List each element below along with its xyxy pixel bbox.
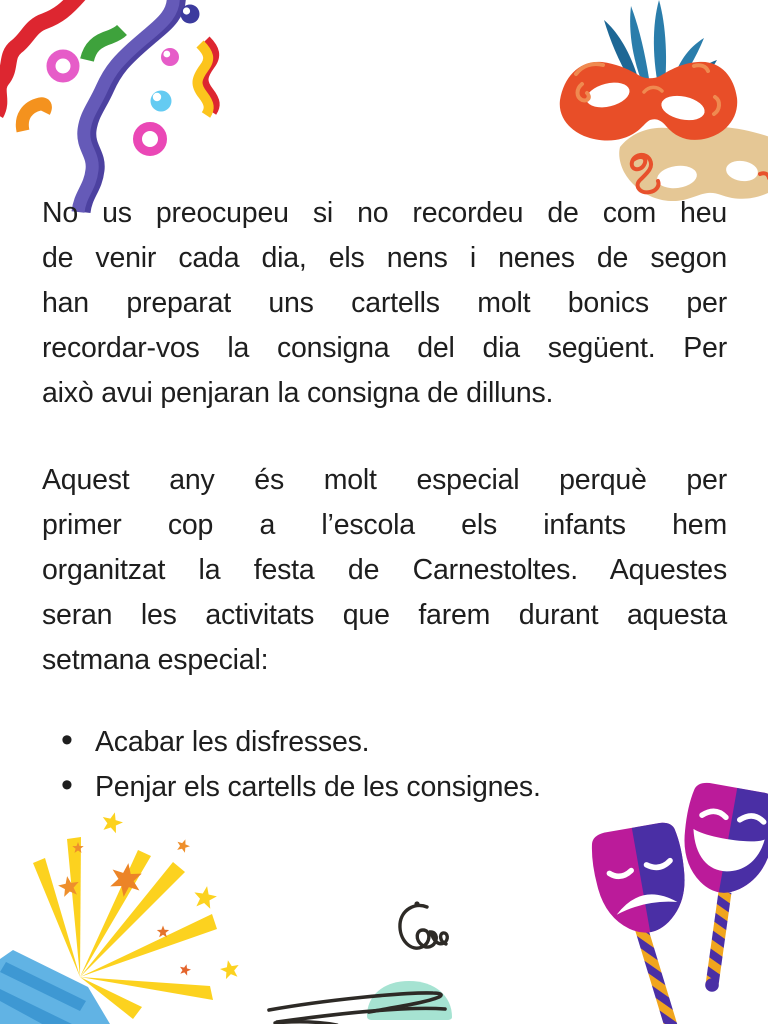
paragraph-special-year xyxy=(42,458,727,683)
text-line: això avui penjaran la consigna de dilluns. xyxy=(42,377,554,409)
text-line: organitzat la festa de Carnestoltes. Aquestes xyxy=(42,554,727,586)
carnival-masks-icon xyxy=(518,0,768,215)
party-popper-icon xyxy=(0,809,250,1024)
bullet-marker: • xyxy=(61,766,73,804)
body-text xyxy=(42,191,727,810)
text-line: seran les activitats que farem durant aquesta xyxy=(42,599,727,631)
text-line: setmana especial: xyxy=(42,644,269,676)
text-line: de venir cada dia, els nens i nenes de segon xyxy=(42,242,727,274)
theater-masks-icon xyxy=(573,774,768,1024)
text-line: Aquest any és molt especial perquè per xyxy=(42,464,727,496)
confetti-icon xyxy=(0,0,232,220)
paragraph-intro xyxy=(42,191,727,416)
text-line: No us preocupeu si no recordeu de com heu xyxy=(42,197,727,229)
list-item xyxy=(42,720,727,765)
text-line: primer cop a l’escola els infants hem xyxy=(42,509,727,541)
list-item-text: Acabar les disfresses. xyxy=(95,726,370,758)
list-item-text: Penjar els cartells de les consignes. xyxy=(95,771,541,803)
bullet-marker: • xyxy=(61,721,73,759)
text-line: han preparat uns cartells molt bonics per xyxy=(42,287,727,319)
list-item xyxy=(42,765,727,810)
text-line: recordar-vos la consigna del dia següent. Per xyxy=(42,332,727,364)
activities-list xyxy=(42,720,727,810)
squiggle-doodle-icon xyxy=(255,890,470,1024)
